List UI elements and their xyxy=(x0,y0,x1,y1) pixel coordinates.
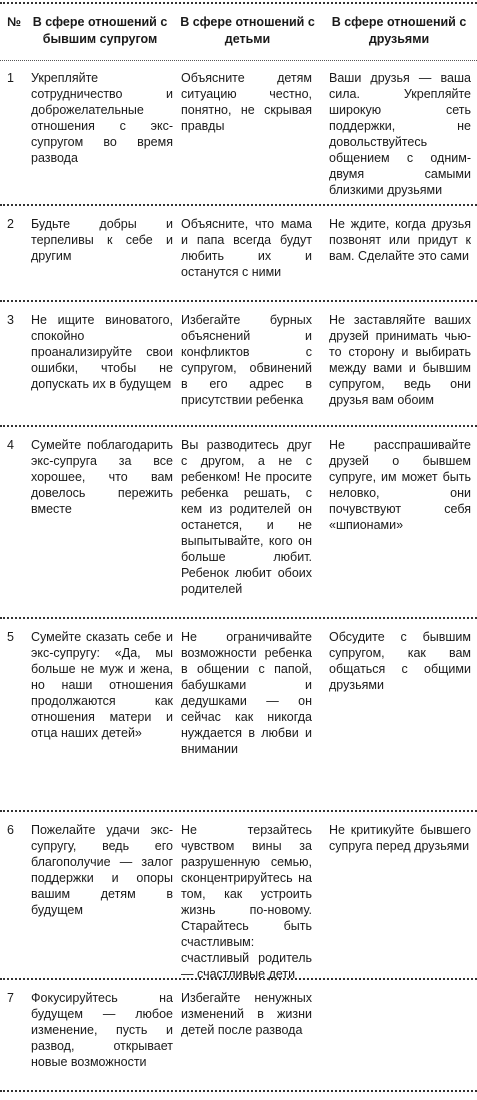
cell-children: Не терзайтесь чувством вины за разрушенную семью, сконцентрируйтесь на том, как устроить жизнь по-новому. Старайтесь быть счастливым: счастливый родитель — счастливые дети xyxy=(181,823,312,981)
cell-ex-spouse: Сумейте поблагодарить экс-супруга за все хорошее, что вам довелось пережить вместе xyxy=(31,438,173,516)
header-divider xyxy=(0,60,477,61)
row-divider xyxy=(0,978,477,980)
cell-friends: Не критикуйте бывшего супруга перед друзьями xyxy=(329,823,471,853)
cell-children: Избегайте бурных объяснений и конфликтов с супругом, обвинений в его адрес в присутствии ребенка xyxy=(181,313,312,407)
cell-ex-spouse: Сумейте сказать себе и экс-супругу: «Да, мы больше не муж и жена, но наши отношения продолжаются как отношения матери и отца наших детей» xyxy=(31,630,173,740)
row-number: 2 xyxy=(7,217,14,231)
cell-friends: Не заставляйте ваших друзей принимать чью-то сторону и выбирать между вами и бывшим супругом, ведь они друзья вам обоим xyxy=(329,313,471,407)
row-number: 7 xyxy=(7,991,14,1005)
cell-children: Объясните, что мама и папа всегда будут любить их и останутся с ними xyxy=(181,217,312,279)
cell-friends: Не ждите, когда друзья позвонят или придут к вам. Сделайте это сами xyxy=(329,217,471,263)
row-number: 3 xyxy=(7,313,14,327)
header-num: № xyxy=(7,15,21,29)
row-divider xyxy=(0,617,477,619)
row-number: 5 xyxy=(7,630,14,644)
row-number: 4 xyxy=(7,438,14,452)
row-divider xyxy=(0,425,477,427)
row-number: 6 xyxy=(7,823,14,837)
cell-friends: Обсудите с бывшим супругом, как вам общаться с общими друзьями xyxy=(329,630,471,692)
cell-ex-spouse: Будьте добры и терпеливы к себе и другим xyxy=(31,217,173,263)
row-divider xyxy=(0,204,477,206)
bottom-border xyxy=(0,1090,477,1092)
cell-children: Не ограничивайте возможности ребенка в общении с папой, бабушками и дедушками — он сейчас как никогда нуждается в любви и внимании xyxy=(181,630,312,756)
header-ex-spouse: В сфере отношений с бывшим супругом xyxy=(32,15,168,46)
cell-ex-spouse: Укрепляйте сотрудничество и доброжелательные отношения с экс-супругом во время развода xyxy=(31,71,173,165)
cell-friends: Ваши друзья — ваша сила. Укрепляйте широкую сеть поддержки, не довольствуйтесь общением с одним-двумя самыми близкими друзьями xyxy=(329,71,471,197)
cell-friends: Не расспрашивайте друзей о бывшем супруге, им может быть неловко, они почувствуют себя «шпионами» xyxy=(329,438,471,532)
row-number: 1 xyxy=(7,71,14,85)
header-friends: В сфере отношений с друзьями xyxy=(331,15,467,46)
top-border xyxy=(0,2,477,4)
row-divider xyxy=(0,810,477,812)
cell-ex-spouse: Не ищите виноватого, спокойно проанализируйте свои ошибки, чтобы не допускать их в будущем xyxy=(31,313,173,391)
cell-ex-spouse: Фокусируйтесь на будущем — любое изменение, пусть и развод, открывает новые возможности xyxy=(31,991,173,1069)
cell-ex-spouse: Пожелайте удачи экс-супругу, ведь его благополучие — залог поддержки и опоры вашим детям в будущем xyxy=(31,823,173,917)
cell-children: Избегайте ненужных изменений в жизни детей после развода xyxy=(181,991,312,1037)
row-divider xyxy=(0,300,477,302)
cell-children: Вы разводитесь друг с другом, а не с ребенком! Не просите ребенка решать, с кем из родителей он останется, и не выпытывайте, кого он больше любит. Ребенок любит обоих родителей xyxy=(181,438,312,596)
cell-children: Объясните детям ситуацию честно, понятно, не скрывая правды xyxy=(181,71,312,133)
header-children: В сфере отношений с детьми xyxy=(180,15,315,46)
